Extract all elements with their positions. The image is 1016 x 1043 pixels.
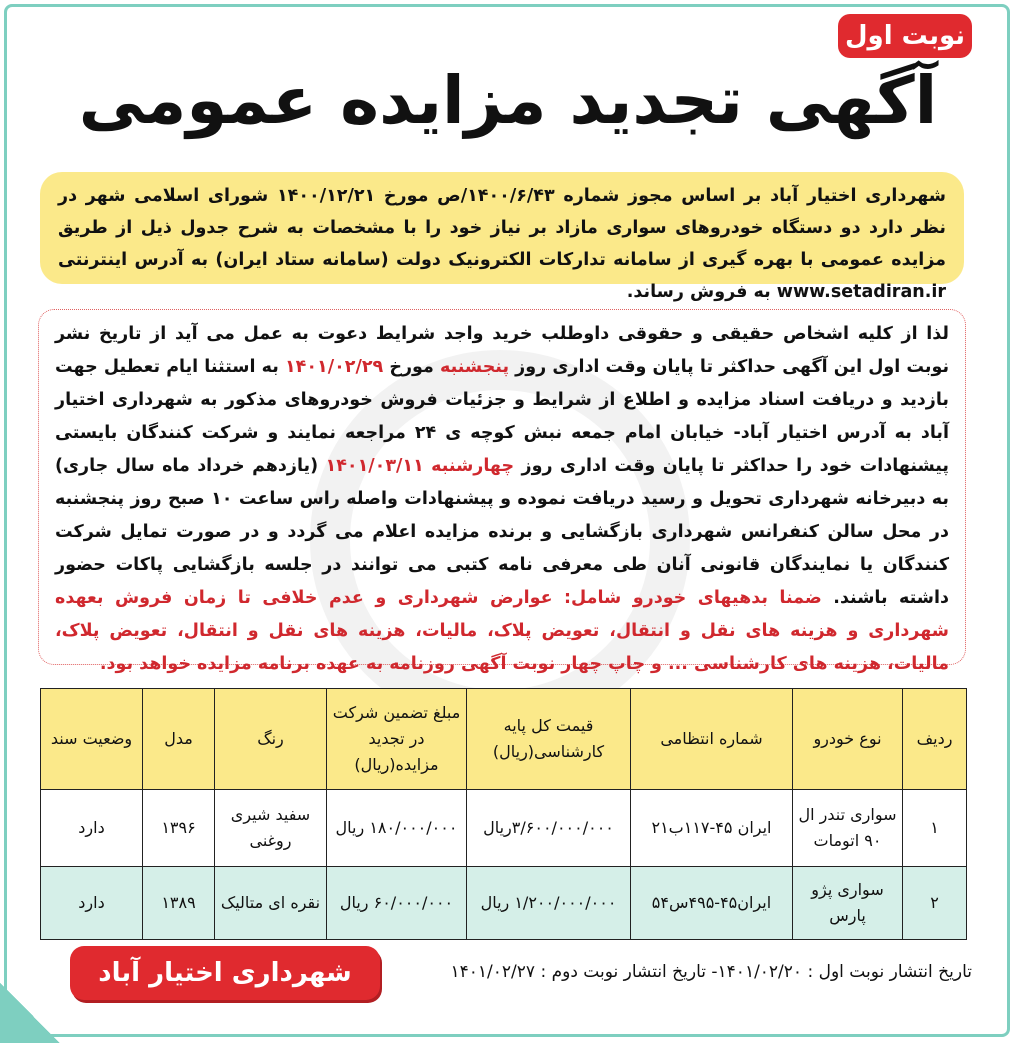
publication-dates: تاریخ انتشار نوبت اول : ۱۴۰۱/۰۲/۲۰- تاریخ انتشار نوبت دوم : ۱۴۰۱/۰۲/۲۷: [450, 962, 972, 982]
intro-line-2: خودروهای سواری مازاد بر نیاز خود را با مشخصات به شرح جدول ذیل از طریق مزایده عمومی با بهره گیری از سامانه تدارکات: [58, 218, 946, 270]
cell-guarantee: ۶۰/۰۰۰/۰۰۰ ریال: [327, 867, 467, 940]
header-guarantee: مبلغ تضمین شرکت در تجدید مزایده(ریال): [327, 689, 467, 790]
cell-model: ۱۳۸۹: [143, 867, 215, 940]
vehicles-table: [40, 688, 967, 940]
deadline-day-2: چهارشنبه: [431, 456, 515, 476]
cell-vehicle-type: سواری تندر ال ۹۰ اتومات: [793, 790, 903, 867]
cell-vehicle-type: سواری پژو پارس: [793, 867, 903, 940]
table-row: [41, 867, 967, 940]
cell-guarantee: ۱۸۰/۰۰۰/۰۰۰ ریال: [327, 790, 467, 867]
terms-text-2: مورخ: [389, 357, 434, 377]
cell-plate-number: ایران۴۵-۴۹۵س۵۴: [631, 867, 793, 940]
intro-line-1: شهرداری اختیار آباد بر اساس مجوز شماره ۱۴۰۰/۶/۴۳/ص مورخ ۱۴۰۰/۱۲/۲۱ شورای اسلامی شهر در نظر دارد دو دستگاه: [58, 186, 947, 238]
intro-line-3: الکترونیک دولت (سامانه ستاد ایران) به آدرس اینترنتی www.setadiran.ir به فروش رساند.: [58, 250, 946, 302]
intro-box: [40, 172, 964, 302]
header-vehicle-type: نوع خودرو: [793, 689, 903, 790]
terms-note: ضمنا بدهیهای خودرو شامل: عوارض شهرداری و عدم خلافی تا زمان فروش بعهده شهرداری و هزینه های نقل و انتقال، تعویض پلاک، مالیات، هزینه های نقل و انتقال، تعویض پلاک، مالیات، هزینه های کارشناسی ... و چاپ چهار نوبت آگهی روزنامه به عهده برنامه مزایده خواهد بود.: [55, 588, 949, 674]
header-row-number: ردیف: [903, 689, 967, 790]
cell-row-number: ۲: [903, 867, 967, 940]
page-title: آگهی تجدید مزایده عمومی: [78, 62, 938, 139]
cell-document-status: دارد: [41, 867, 143, 940]
cell-base-price: ۳/۶۰۰/۰۰۰/۰۰۰ریال: [467, 790, 631, 867]
terms-text-3: به استثنا ایام تعطیل جهت بازدید و دریافت اسناد مزایده و اطلاع از شرایط و جزئیات فروش خودروهای مذکور به شهرداری اختیار آباد به آدرس اختیار آباد- خیابان امام جمعه نبش کوچه ی ۲۴ مراجعه نمایند و شرکت کنندگان بایستی پیشنهادات خود را حداکثر تا پایان وقت اداری روز: [55, 357, 949, 476]
header-model: مدل: [143, 689, 215, 790]
header-color: رنگ: [215, 689, 327, 790]
cell-base-price: ۱/۲۰۰/۰۰۰/۰۰۰ ریال: [467, 867, 631, 940]
cell-plate-number: ایران ۴۵-۱۱۷ب۲۱: [631, 790, 793, 867]
table-row: [41, 790, 967, 867]
cell-color: سفید شیری روغنی: [215, 790, 327, 867]
terms-text-4: (یازدهم خرداد ماه سال جاری) به دبیرخانه شهرداری تحویل و رسید دریافت نموده و پیشنهادات واصله راس ساعت ۱۰ صبح روز پنجشنبه در محل سالن کنفرانس شهرداری بازگشایی و برنده مزایده اعلام می گردد و در صورت تمایل شرکت کنندگان یا نمایندگان قانونی آنان طی معرفی نامه کتبی می توانند در جلسه بازگشایی پاکات حضور داشته باشند.: [55, 456, 949, 608]
deadline-date-1: ۱۴۰۱/۰۲/۲۹: [284, 357, 384, 377]
header-document-status: وضعیت سند: [41, 689, 143, 790]
cell-model: ۱۳۹۶: [143, 790, 215, 867]
municipality-name-badge: شهرداری اختیار آباد: [70, 946, 380, 1000]
cell-row-number: ۱: [903, 790, 967, 867]
round-badge: نوبت اول: [838, 14, 972, 58]
deadline-day-1: پنجشنبه: [439, 357, 510, 377]
deadline-date-2: ۱۴۰۱/۰۳/۱۱: [325, 456, 424, 476]
terms-text-1: لذا از کلیه اشخاص حقیقی و حقوقی داوطلب خرید واجد شرایط دعوت به عمل می آید از تاریخ نشر نوبت اول این آگهی حداکثر تا پایان وقت اداری روز: [55, 324, 950, 377]
table-header-row: [41, 689, 967, 790]
header-plate-number: شماره انتظامی: [631, 689, 793, 790]
header-base-price: قیمت کل پایه کارشناسی(ریال): [467, 689, 631, 790]
cell-document-status: دارد: [41, 790, 143, 867]
terms-box: [38, 309, 966, 674]
cell-color: نقره ای متالیک: [215, 867, 327, 940]
corner-decoration: [0, 983, 60, 1043]
